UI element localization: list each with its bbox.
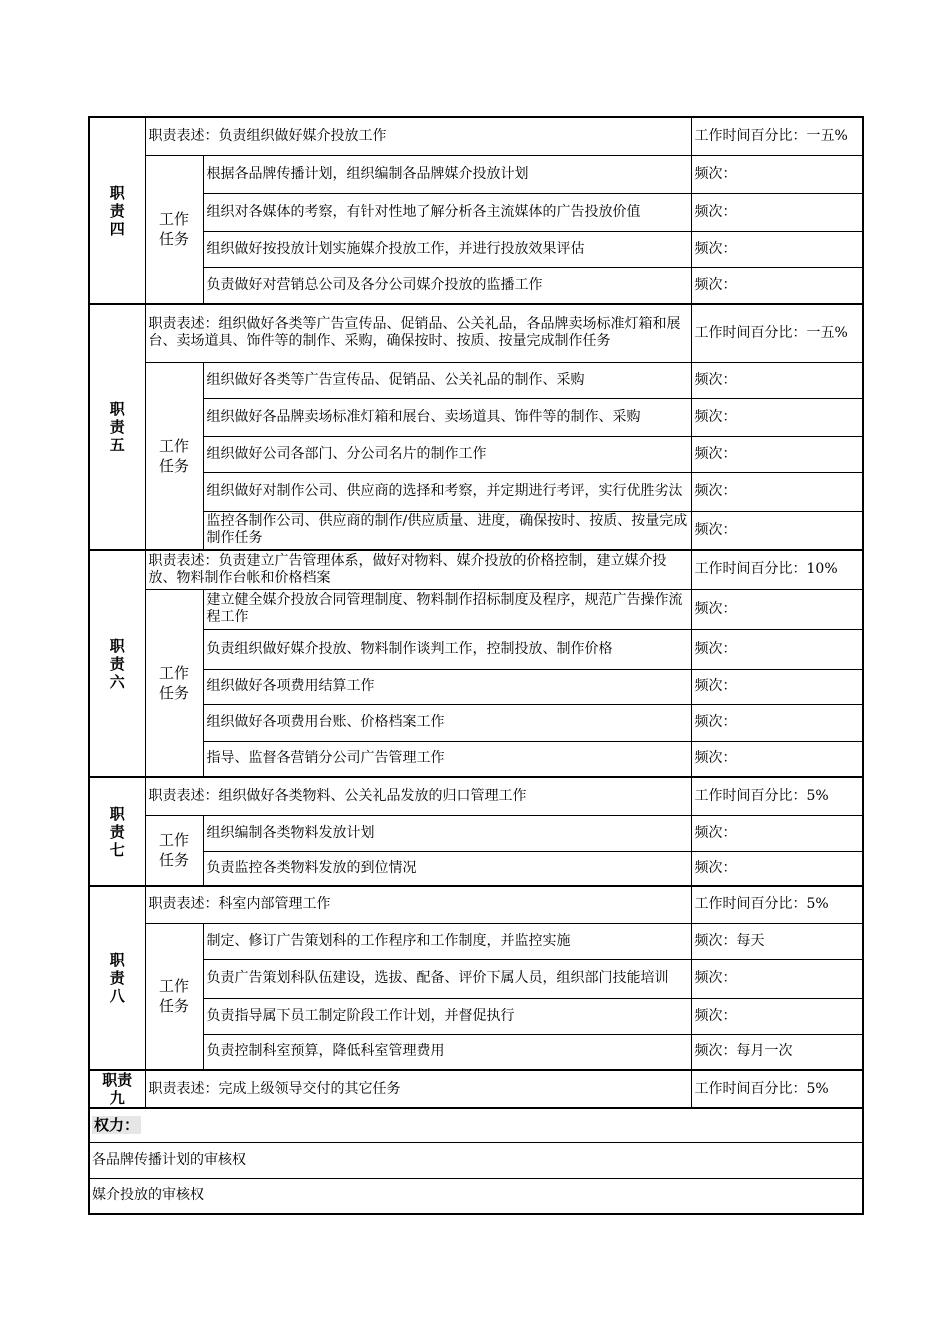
- duty-9-label: 职责 九: [89, 1070, 145, 1108]
- duty-7-time-percent: 工作时间百分比：5%: [691, 777, 863, 815]
- duty-8-description: 职责表述：科室内部管理工作: [145, 886, 691, 923]
- duty-5-task-2-frequency: 频次：: [691, 398, 863, 436]
- duty-5-task-2: 组织做好各品牌卖场标准灯箱和展台、卖场道具、饰件等的制作、采购: [203, 398, 691, 436]
- duty-4-task-4: 负责做好对营销总公司及各分公司媒介投放的监播工作: [203, 267, 691, 304]
- duty-6-time-percent: 工作时间百分比：10%: [691, 550, 863, 589]
- duty-8-task-3-frequency: 频次：: [691, 998, 863, 1034]
- duty-5-task-5-frequency: 频次：: [691, 511, 863, 550]
- duty-8-label: 职 责 八: [89, 886, 145, 1070]
- duty-5-task-4: 组织做好对制作公司、供应商的选择和考察，并定期进行考评，实行优胜劣汰: [203, 472, 691, 511]
- duty-4-description: 职责表述：负责组织做好媒介投放工作: [145, 117, 691, 155]
- duty-6-task-4-frequency: 频次：: [691, 704, 863, 741]
- duty-table: [88, 116, 864, 1215]
- duty-8-task-3: 负责指导属下员工制定阶段工作计划，并督促执行: [203, 998, 691, 1034]
- duty-6-label: 职 责 六: [89, 550, 145, 777]
- duty-4-label: 职 责 四: [89, 117, 145, 304]
- duty-7-task-1: 组织编制各类物料发放计划: [203, 815, 691, 851]
- duty-6-task-4: 组织做好各项费用台账、价格档案工作: [203, 704, 691, 741]
- duty-7-task-2-frequency: 频次：: [691, 851, 863, 886]
- duty-7-task-label: 工作 任务: [145, 815, 203, 886]
- duty-6-task-label: 工作 任务: [145, 589, 203, 777]
- duty-5-task-5: 监控各制作公司、供应商的制作/供应质量、进度，确保按时、按质、按量完成制作任务: [203, 511, 691, 550]
- duty-7-label: 职 责 七: [89, 777, 145, 886]
- duty-5-task-1: 组织做好各类等广告宣传品、促销品、公关礼品的制作、采购: [203, 362, 691, 398]
- duty-8-task-4-frequency: 频次：每月一次: [691, 1034, 863, 1070]
- duty-5-label: 职 责 五: [89, 304, 145, 550]
- duty-6-task-5: 指导、监督各营销分公司广告管理工作: [203, 741, 691, 777]
- duty-4-task-2: 组织对各媒体的考察，有针对性地了解分析各主流媒体的广告投放价值: [203, 193, 691, 231]
- duty-6-task-2: 负责组织做好媒介投放、物料制作谈判工作，控制投放、制作价格: [203, 629, 691, 669]
- duty-4-task-3: 组织做好按投放计划实施媒介投放工作，并进行投放效果评估: [203, 231, 691, 267]
- duty-9-time-percent: 工作时间百分比：5%: [691, 1070, 863, 1108]
- duty-table-body: [89, 117, 863, 1214]
- duty-5-task-1-frequency: 频次：: [691, 362, 863, 398]
- duty-4-task-label: 工作 任务: [145, 155, 203, 304]
- power-item-1: 各品牌传播计划的审核权: [89, 1142, 863, 1178]
- duty-table-sheet: [88, 116, 862, 1215]
- duty-8-task-1: 制定、修订广告策划科的工作程序和工作制度，并监控实施: [203, 923, 691, 959]
- duty-8-task-4: 负责控制科室预算，降低科室管理费用: [203, 1034, 691, 1070]
- duty-5-task-3: 组织做好公司各部门、分公司名片的制作工作: [203, 436, 691, 472]
- duty-6-description: 职责表述：负责建立广告管理体系，做好对物料、媒介投放的价格控制，建立媒介投放、物料制作台帐和价格档案: [145, 550, 691, 589]
- duty-7-task-1-frequency: 频次：: [691, 815, 863, 851]
- duty-6-task-5-frequency: 频次：: [691, 741, 863, 777]
- duty-8-task-2: 负责广告策划科队伍建设，选拔、配备、评价下属人员，组织部门技能培训: [203, 959, 691, 998]
- duty-6-task-3-frequency: 频次：: [691, 669, 863, 704]
- duty-8-task-1-frequency: 频次：每天: [691, 923, 863, 959]
- duty-7-task-2: 负责监控各类物料发放的到位情况: [203, 851, 691, 886]
- duty-5-time-percent: 工作时间百分比：一五%: [691, 304, 863, 362]
- duty-5-task-3-frequency: 频次：: [691, 436, 863, 472]
- duty-4-task-2-frequency: 频次：: [691, 193, 863, 231]
- duty-4-task-1-frequency: 频次：: [691, 155, 863, 193]
- duty-6-task-1-frequency: 频次：: [691, 589, 863, 629]
- duty-7-description: 职责表述：组织做好各类物料、公关礼品发放的归口管理工作: [145, 777, 691, 815]
- duty-6-task-1: 建立健全媒介投放合同管理制度、物料制作招标制度及程序，规范广告操作流程工作: [203, 589, 691, 629]
- duty-8-task-label: 工作 任务: [145, 923, 203, 1070]
- duty-6-task-3: 组织做好各项费用结算工作: [203, 669, 691, 704]
- duty-6-task-2-frequency: 频次：: [691, 629, 863, 669]
- duty-5-task-label: 工作 任务: [145, 362, 203, 550]
- duty-4-task-3-frequency: 频次：: [691, 231, 863, 267]
- duty-9-description: 职责表述：完成上级领导交付的其它任务: [145, 1070, 691, 1108]
- duty-5-description: 职责表述：组织做好各类等广告宣传品、促销品、公关礼品，各品牌卖场标准灯箱和展台、卖场道具、饰件等的制作、采购，确保按时、按质、按量完成制作任务: [145, 304, 691, 362]
- duty-4-task-4-frequency: 频次：: [691, 267, 863, 304]
- duty-8-time-percent: 工作时间百分比：5%: [691, 886, 863, 923]
- powers-heading: 权力：: [89, 1108, 863, 1142]
- duty-4-time-percent: 工作时间百分比：一五%: [691, 117, 863, 155]
- duty-8-task-2-frequency: 频次：: [691, 959, 863, 998]
- duty-4-task-1: 根据各品牌传播计划，组织编制各品牌媒介投放计划: [203, 155, 691, 193]
- duty-5-task-4-frequency: 频次：: [691, 472, 863, 511]
- power-item-2: 媒介投放的审核权: [89, 1178, 863, 1214]
